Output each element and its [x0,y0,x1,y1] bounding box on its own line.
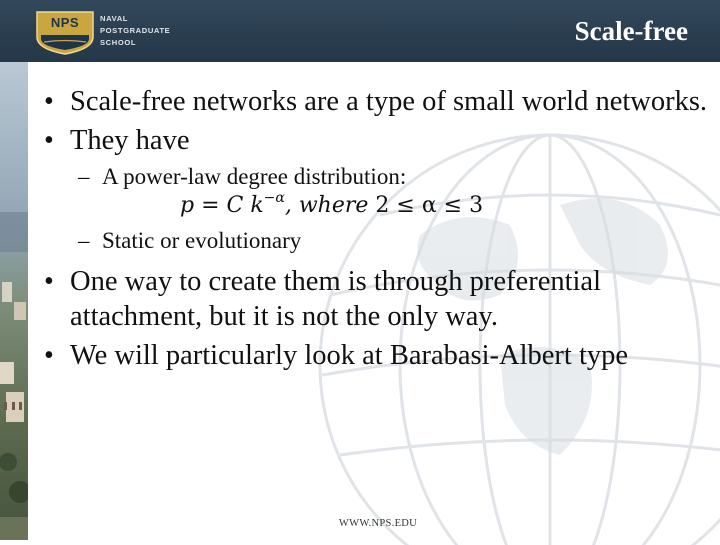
sub-bullet-item [40,226,710,256]
school-name-line: NAVAL [100,14,129,23]
bullet-text: One way to create them is through preferential attachment, but it is not the only way. [70,266,601,332]
power-law-formula [40,192,710,222]
bullet-text: We will particularly look at Barabasi-Albert type [70,340,629,371]
sub-bullet-item [40,162,710,192]
bullet-dot-icon: • [44,340,54,371]
bullet-item [40,338,710,373]
formula-exponent: −α [263,190,285,206]
sub-bullet-text: Static or evolutionary [102,228,302,253]
footer-url: WWW.NPS.EDU [338,518,418,529]
bullet-dot-icon: • [44,86,54,117]
bullet-item [40,123,710,158]
sub-bullet-text: A power-law degree distribution: [102,164,407,189]
school-name [100,13,170,49]
formula-lhs: p = C k [180,193,264,218]
crest-label: NPS [50,15,80,30]
bullet-dot-icon: • [44,125,54,156]
slide-body [40,84,710,436]
bullet-item [40,264,710,334]
bullet-dot-icon: • [44,266,54,297]
dash-icon: – [78,228,90,253]
header-bar [0,0,720,62]
formula-where: , where [284,193,369,218]
school-name-line: POSTGRADUATE [100,26,171,35]
formula-range: 2 ≤ α ≤ 3 [375,193,484,218]
dash-icon: – [78,164,90,189]
campus-photo-strip [0,62,28,540]
bullet-text: They have [70,125,190,156]
school-name-line: SCHOOL [100,38,137,47]
bullet-item [40,84,710,119]
school-logo [34,9,194,55]
slide-title: Scale-free [574,16,688,46]
bullet-text: Scale-free networks are a type of small world networks. [70,86,708,117]
